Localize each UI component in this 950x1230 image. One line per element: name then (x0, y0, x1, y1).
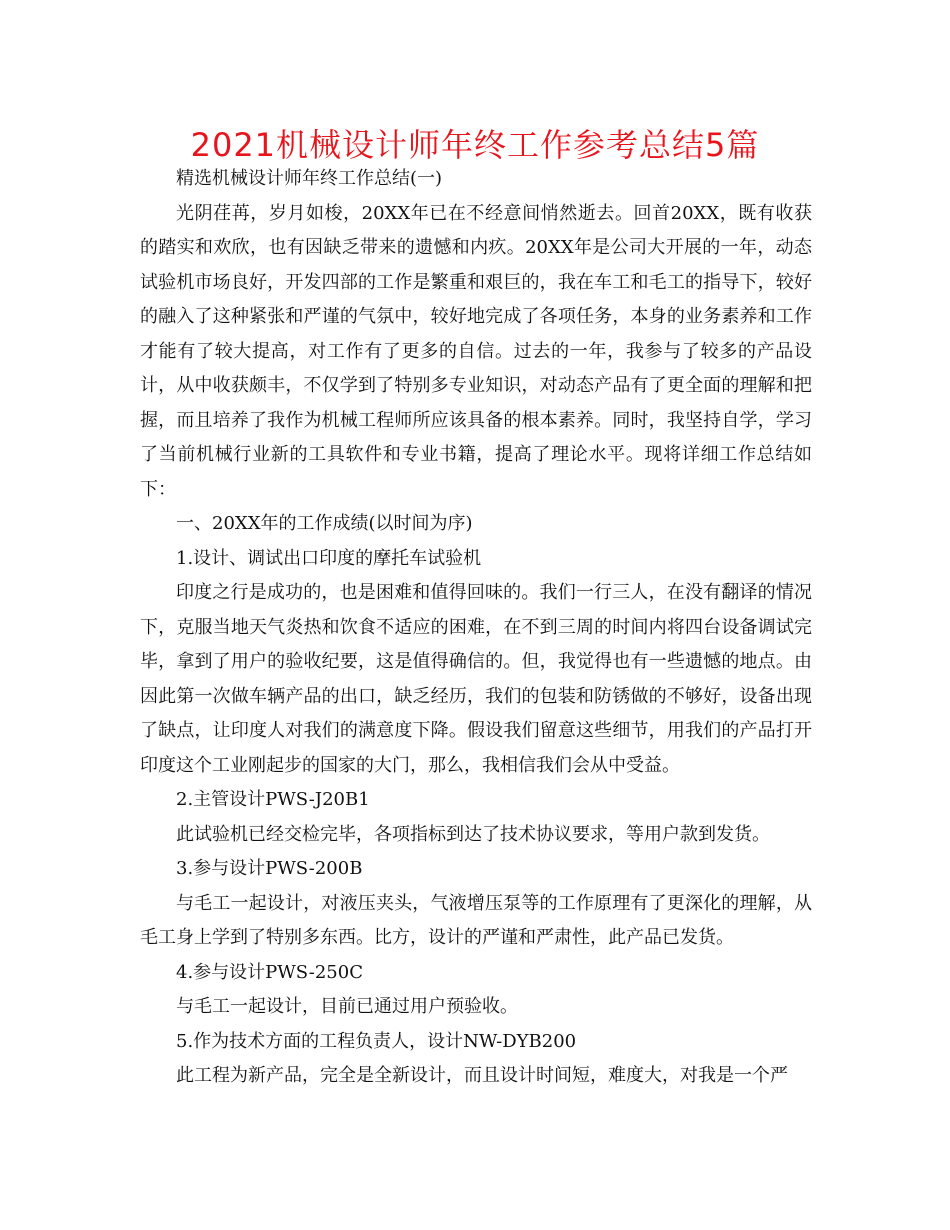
paragraph: 与毛工一起设计，对液压夹头，气液增压泵等的工作原理有了更深化的理解，从毛工身上学到了特别多东西。比方，设计的严谨和严肃性，此产品已发货。 (140, 892, 812, 948)
item-heading: 3.参与设计PWS-200B (176, 858, 363, 879)
section-heading: 一、20XX年的工作成绩(以时间为序) (176, 513, 473, 534)
paragraph: 此工程为新产品，完全是全新设计，而且设计时间短，难度大，对我是一个严 (176, 1065, 788, 1086)
document-body (140, 162, 812, 1094)
paragraph: 印度之行是成功的，也是困难和值得回味的。我们一行三人，在没有翻译的情况下，克服当地天气炎热和饮食不适应的困难，在不到三周的时间内将四台设备调试完毕，拿到了用户的验收纪要，这是值得确信的。但，我觉得也有一些遗憾的地点。由因此第一次做车辆产品的出口，缺乏经历，我们的包装和防锈做的不够好，设备出现了缺点，让印度人对我们的满意度下降。假设我们留意这些细节，用我们的产品打开印度这个工业刚起步的国家的大门，那么，我相信我们会从中受益。 (140, 582, 812, 776)
paragraph: 此试验机已经交检完毕，各项指标到达了技术协议要求，等用户款到发货。 (176, 823, 770, 845)
item-heading: 5.作为技术方面的工程负责人，设计NW-DYB200 (176, 1030, 577, 1052)
item-heading: 2.主管设计PWS-J20B1 (176, 789, 370, 810)
paragraph: 与毛工一起设计，目前已通过用户预验收。 (176, 996, 518, 1017)
paragraph: 光阴荏苒，岁月如梭，20XX年已在不经意间悄然逝去。回首20XX，既有收获的踏实和欢欣，也有因缺乏带来的遗憾和内疚。20XX年是公司大开展的一年，动态试验机市场良好，开发四部的工作是繁重和艰巨的，我在车工和毛工的指导下，较好的融入了这种紧张和严谨的气氛中，较好地完成了各项任务，本身的业务素养和工作才能有了较大提高，对工作有了更多的自信。过去的一年，我参与了较多的产品设计，从中收获颇丰，不仅学到了特别多专业知识，对动态产品有了更全面的理解和把握，而且培养了我作为机械工程师所应该具备的根本素养。同时，我坚持自学，学习了当前机械行业新的工具软件和专业书籍，提高了理论水平。现将详细工作总结如下： (140, 202, 812, 500)
item-heading: 4.参与设计PWS-250C (176, 961, 363, 983)
item-heading: 1.设计、调试出口印度的摩托车试验机 (176, 547, 482, 569)
section-heading: 精选机械设计师年终工作总结(一) (176, 168, 443, 189)
document-title: 2021机械设计师年终工作参考总结5篇 (190, 126, 760, 164)
